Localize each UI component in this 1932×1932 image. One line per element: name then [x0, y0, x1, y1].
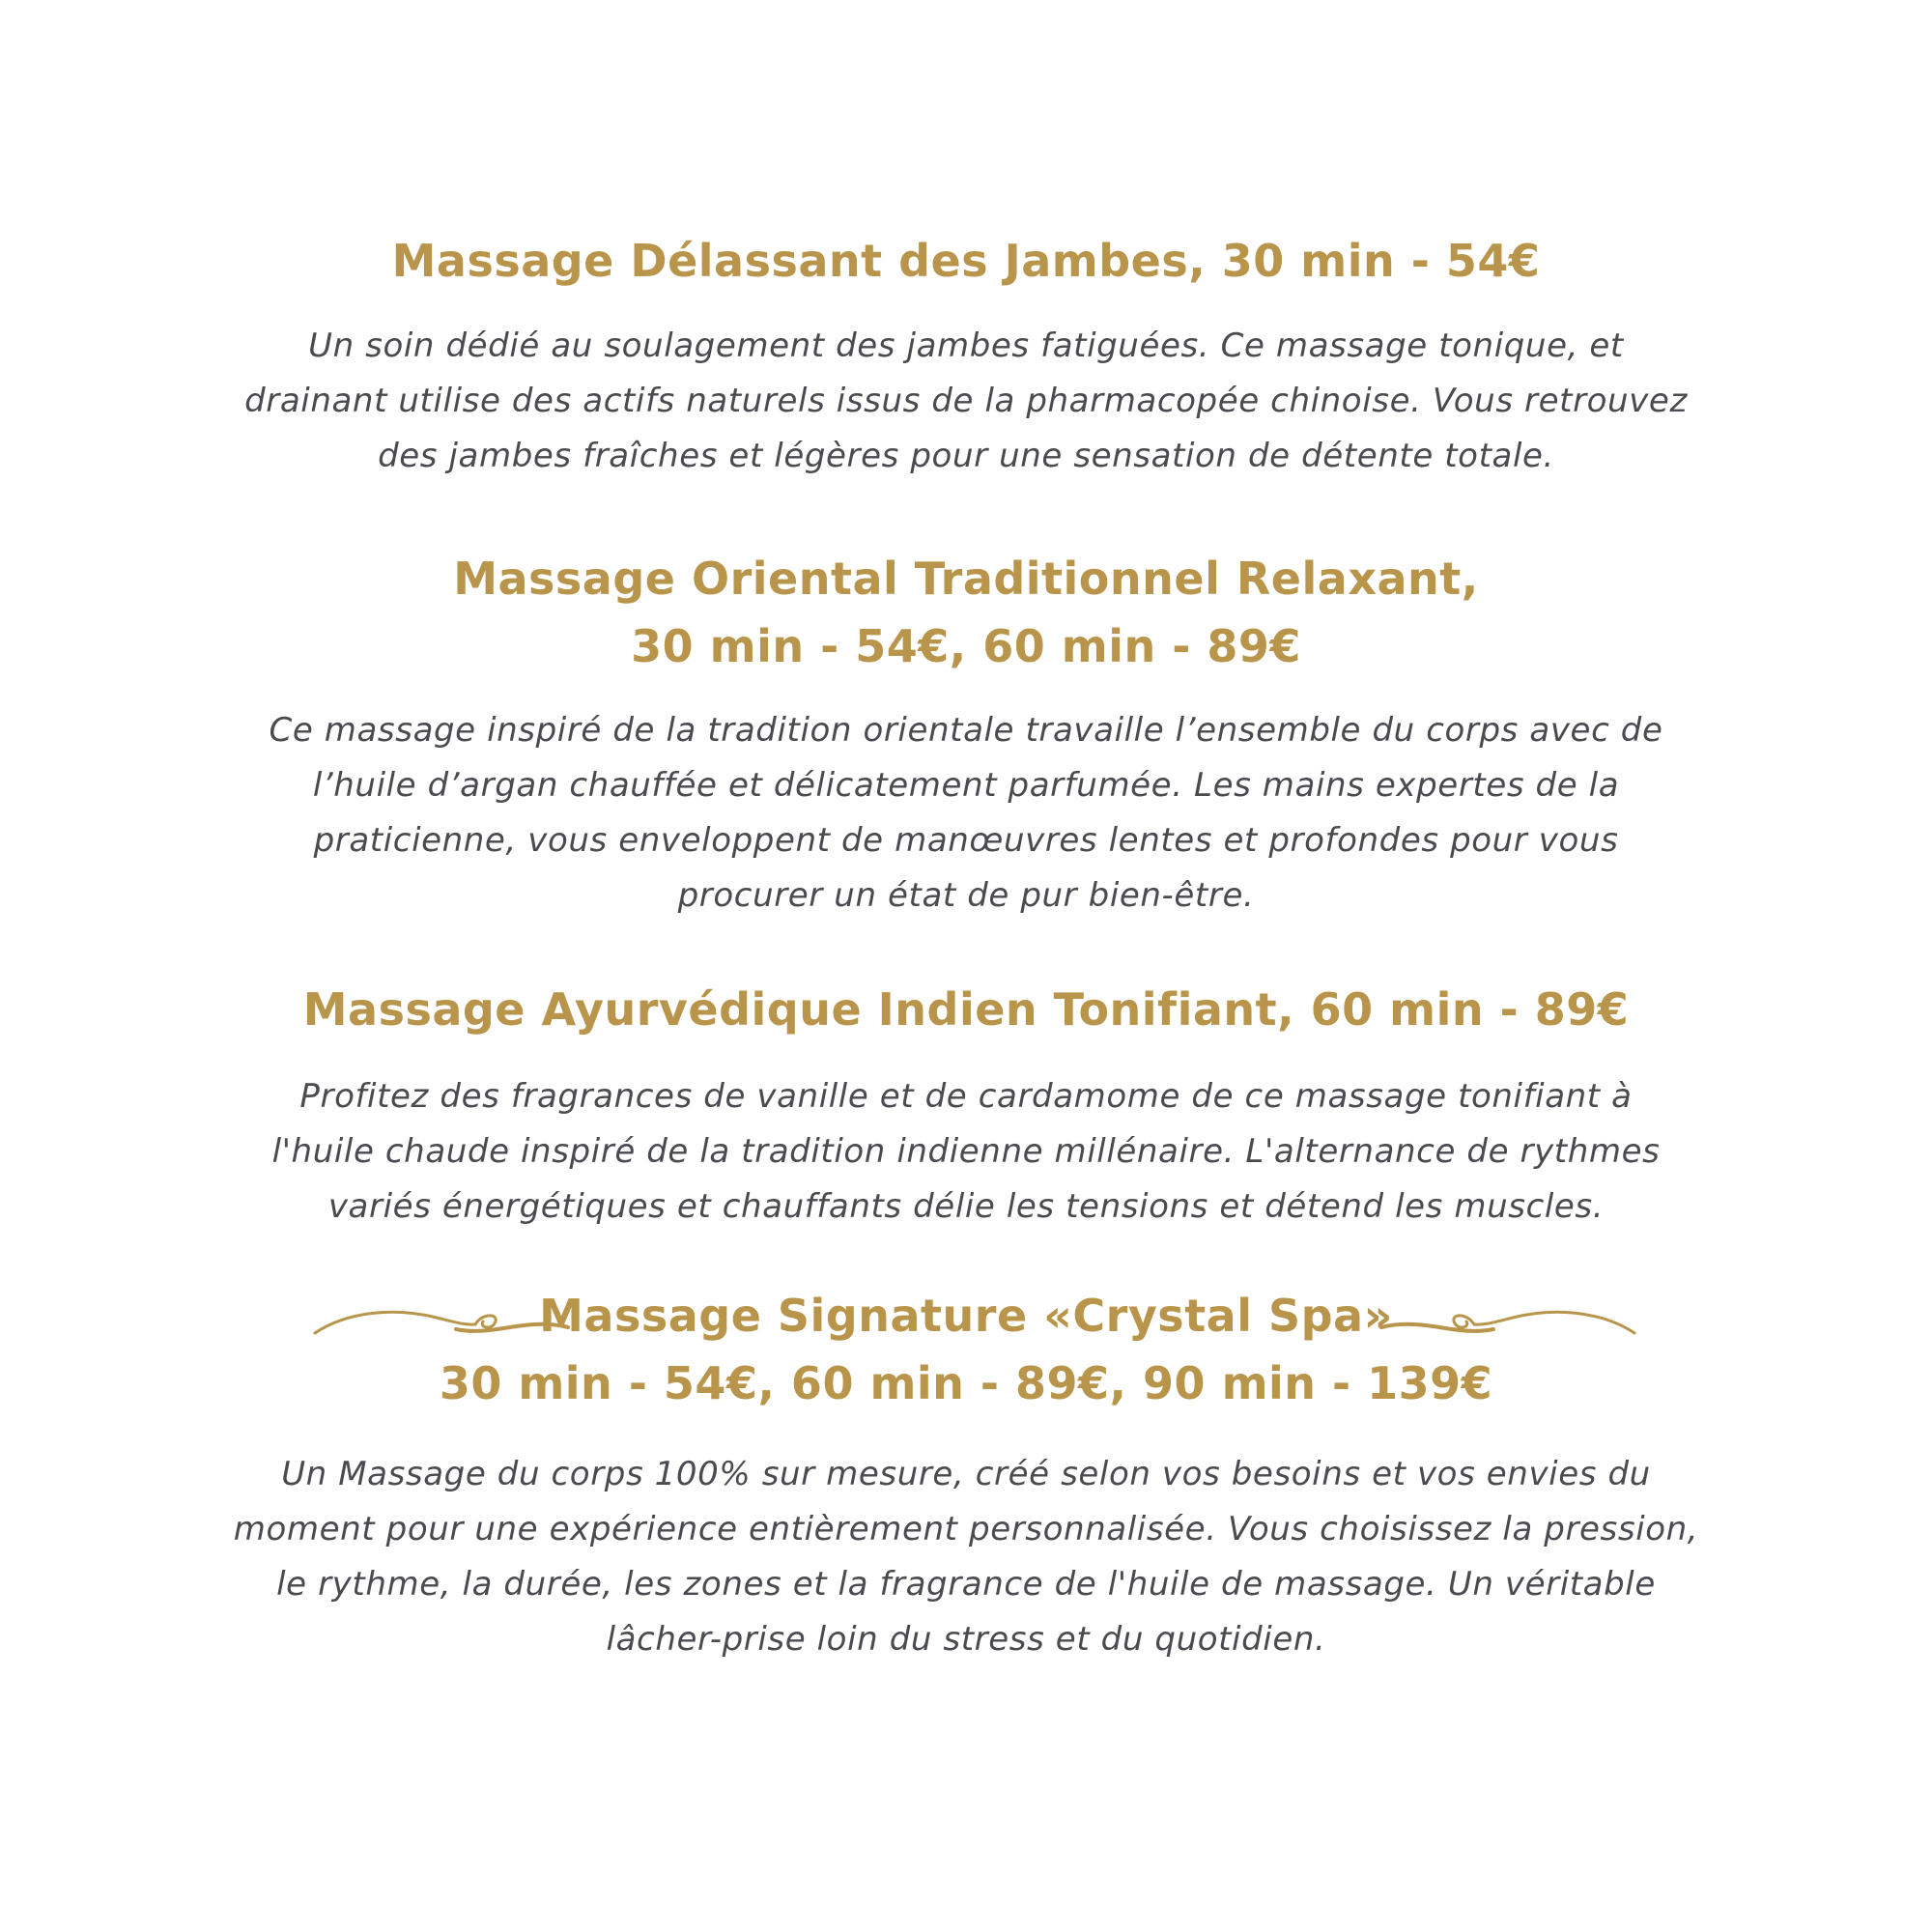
title-line: Massage Délassant des Jambes, 30 min - 54€ — [391, 235, 1541, 287]
description-line: Ce massage inspiré de la tradition orientale travaille l’ensemble du corps avec de — [269, 711, 1663, 750]
description-line: lâcher-prise loin du stress et du quotidien. — [606, 1620, 1326, 1659]
massage-signature-description — [184, 1447, 1748, 1667]
title-line: Massage Oriental Traditionnel Relaxant, — [453, 553, 1479, 605]
description-line: Profitez des fragrances de vanille et de cardamome de ce massage tonifiant à — [299, 1077, 1633, 1116]
description-line: Un Massage du corps 100% sur mesure, créé selon vos besoins et vos envies du — [281, 1455, 1651, 1493]
description-line: procurer un état de pur bien-être. — [677, 876, 1255, 915]
price-line: 30 min - 54€, 60 min - 89€, 90 min - 139€ — [439, 1357, 1493, 1409]
title-line: Massage Signature «Crystal Spa» — [539, 1290, 1393, 1342]
massage-oriental-description — [184, 703, 1748, 923]
description-line: l’huile d’argan chauffée et délicatement parfumée. Les mains expertes de la — [312, 766, 1620, 805]
massage-jambes-title — [0, 227, 1932, 295]
description-line: l'huile chaude inspiré de la tradition indienne millénaire. L'alternance de rythmes — [271, 1132, 1661, 1171]
massage-ayurvedique-title — [0, 976, 1932, 1043]
description-line: praticienne, vous enveloppent de manœuvres lentes et profondes pour vous — [313, 821, 1619, 860]
description-line: drainant utilise des actifs naturels issus de la pharmacopée chinoise. Vous retrouvez — [244, 382, 1688, 420]
massage-oriental-title — [0, 545, 1932, 680]
massage-jambes-description — [184, 319, 1748, 484]
description-line: moment pour une expérience entièrement personnalisée. Vous choisissez la pression, — [233, 1510, 1699, 1548]
description-line: Un soin dédié au soulagement des jambes fatiguées. Ce massage tonique, et — [308, 327, 1624, 365]
title-line: Massage Ayurvédique Indien Tonifiant, 60 min - 89€ — [302, 983, 1630, 1036]
massage-signature-title — [0, 1282, 1932, 1417]
description-line: variés énergétiques et chauffants délie les tensions et détend les muscles. — [327, 1187, 1605, 1226]
price-line: 30 min - 54€, 60 min - 89€ — [631, 620, 1301, 672]
description-line: des jambes fraîches et légères pour une sensation de détente totale. — [378, 437, 1554, 475]
description-line: le rythme, la durée, les zones et la fragrance de l'huile de massage. Un véritable — [276, 1565, 1656, 1604]
massage-ayurvedique-description — [184, 1069, 1748, 1235]
